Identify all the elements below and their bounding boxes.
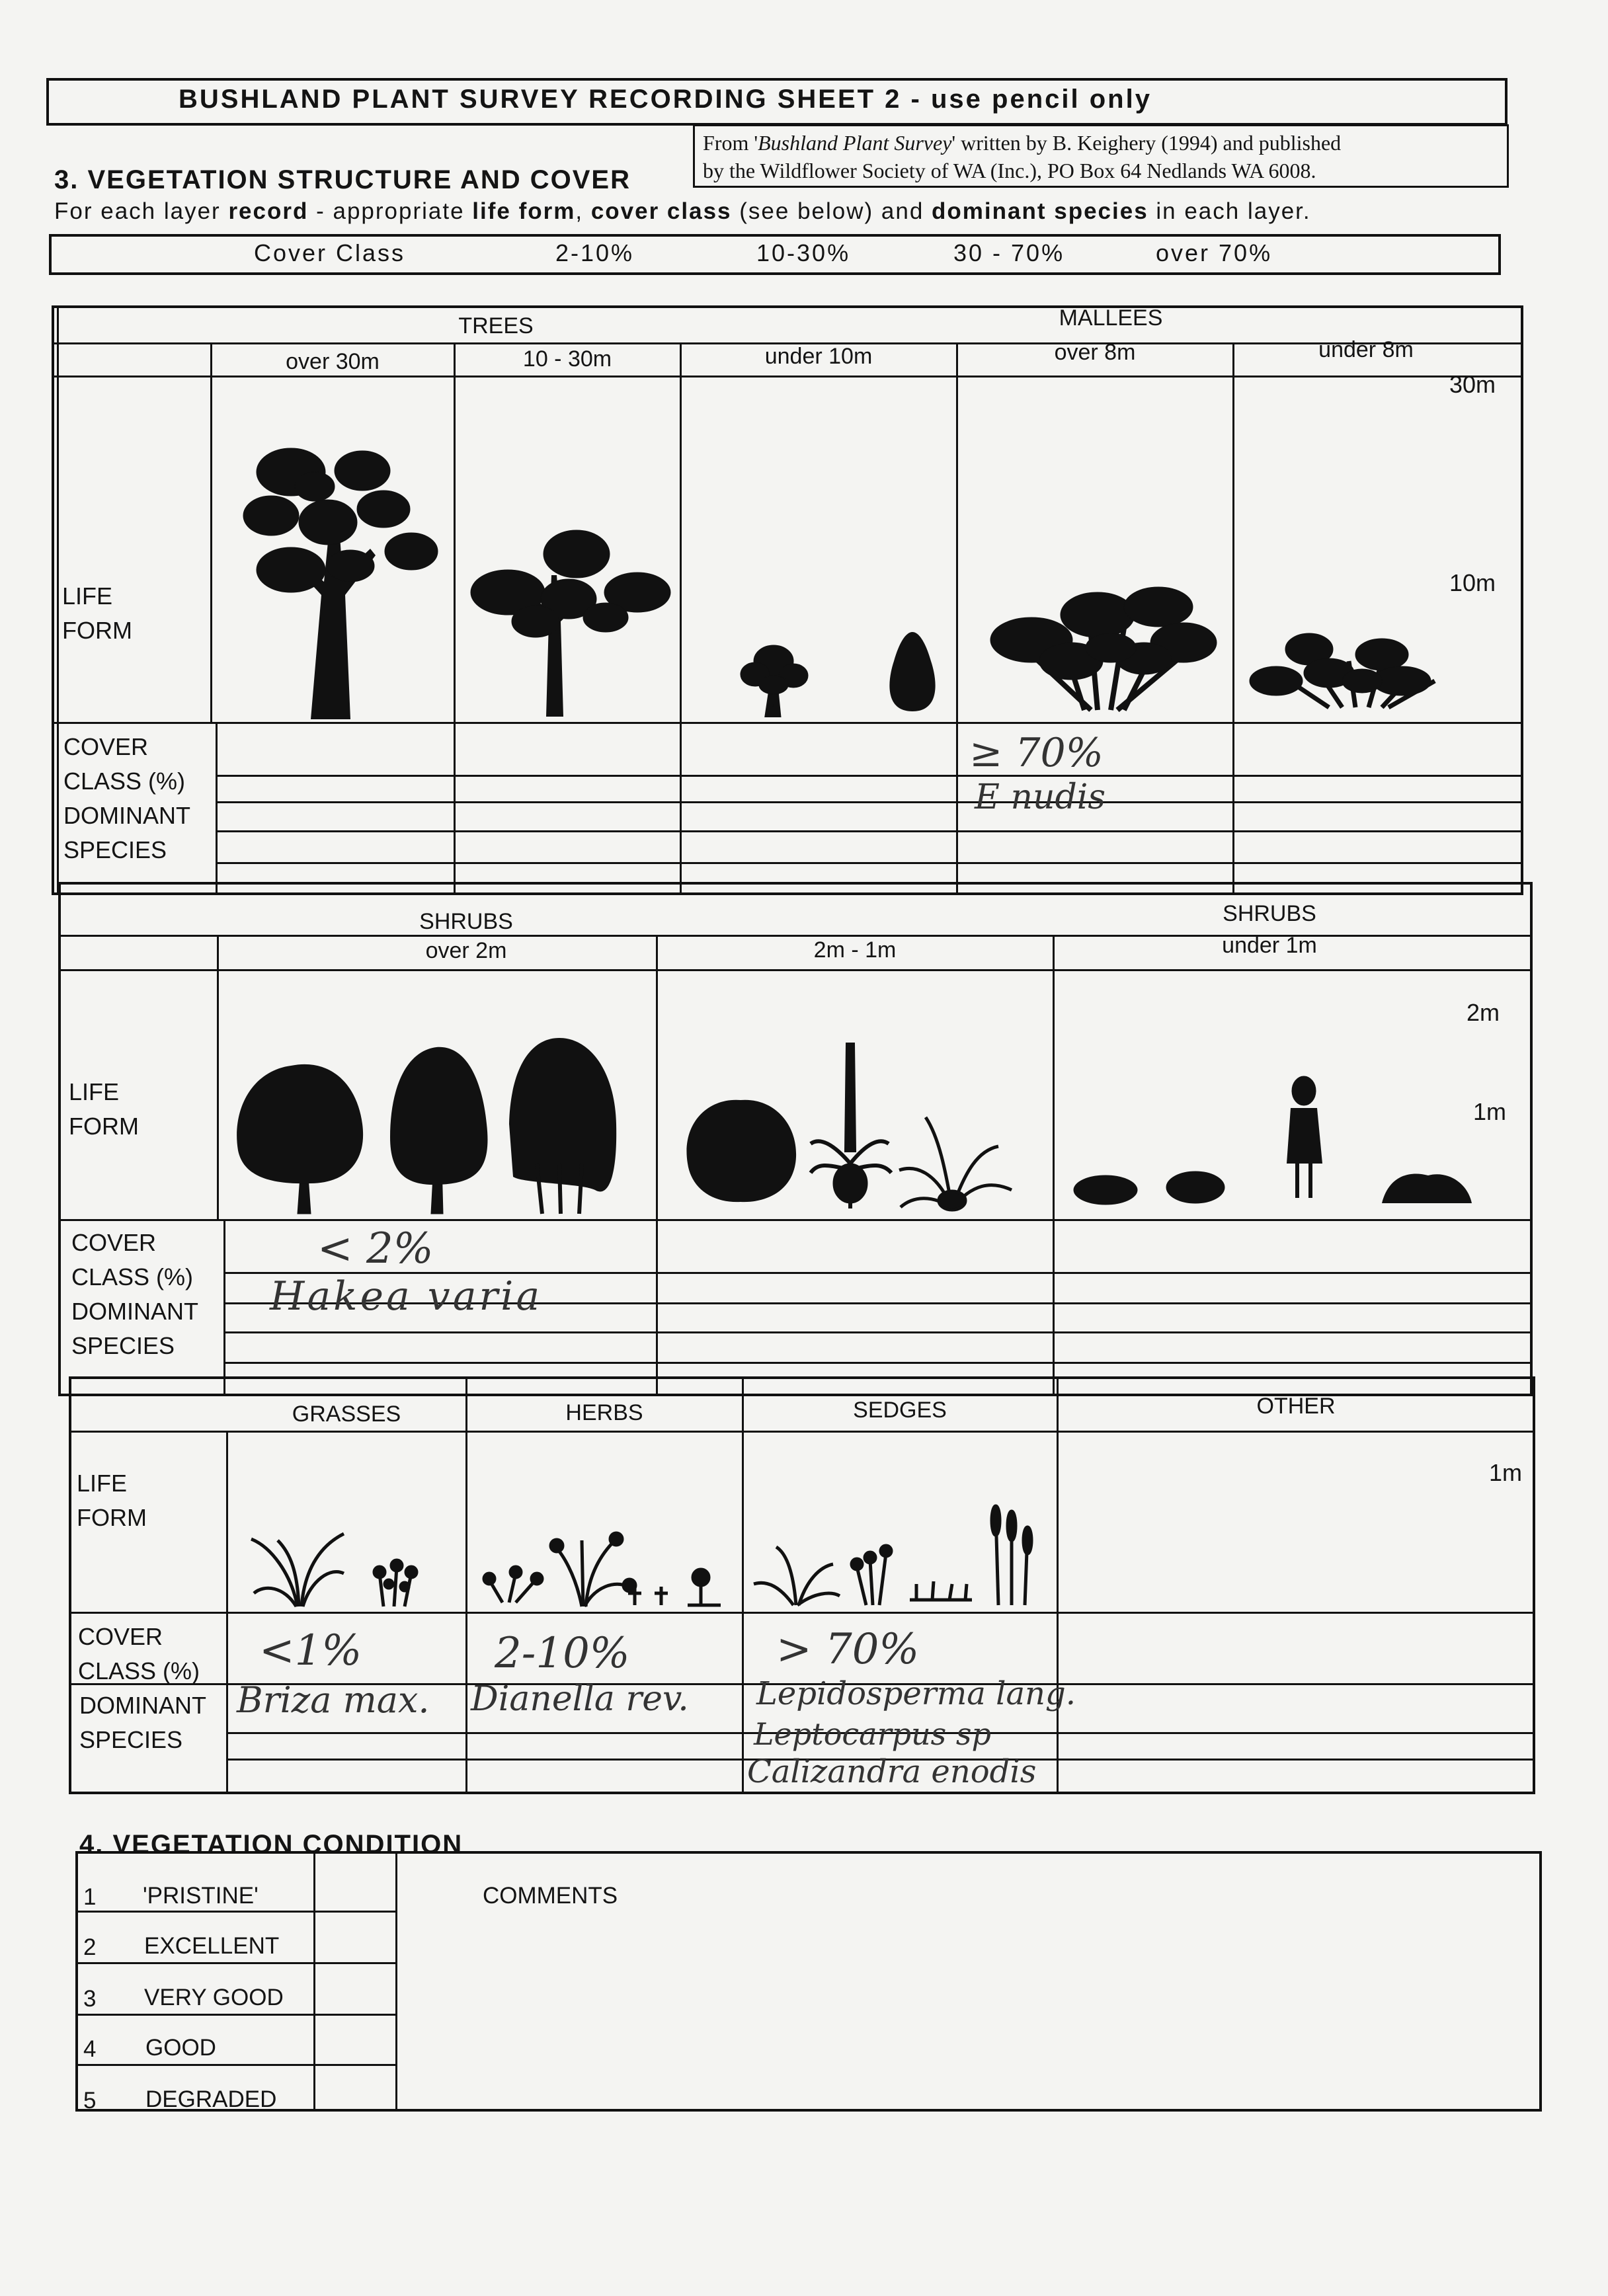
conifer-tree-icon [889, 632, 935, 711]
cover-class-value: 10-30% [756, 239, 851, 266]
label-line: SPECIES [79, 1726, 183, 1753]
label-line: FORM [69, 1113, 139, 1140]
label-line: DOMINANT [71, 1298, 198, 1325]
trees-header: TREES [458, 313, 534, 338]
height-marker-1m: 1m [1489, 1459, 1523, 1486]
source-prefix: From ' [703, 131, 758, 155]
source-suffix: ' written by B. Keighery (1994) and published [951, 131, 1342, 155]
cover-class-label: Cover Class [254, 239, 406, 266]
handwritten-sedges-species: Lepidosperma lang. [756, 1675, 1076, 1712]
column-header-trees-under-10m: under 10m [764, 344, 873, 369]
label-line: DOMINANT [79, 1692, 206, 1719]
handwritten-sedges-cover: > 70% [776, 1625, 920, 1674]
cover-class-value: over 70% [1156, 239, 1273, 266]
height-marker-1m: 1m [1473, 1098, 1507, 1125]
condition-number: 4 [83, 2036, 97, 2062]
handwritten-herbs-species: Dianella rev. [471, 1679, 689, 1719]
shrubs-2m-1m-header: 2m - 1m [813, 937, 897, 963]
mallees-header: MALLEES [1059, 305, 1163, 331]
height-marker-2m: 2m [1467, 999, 1500, 1026]
header-line: SHRUBS [419, 909, 513, 934]
column-header-sedges: SEDGES [853, 1398, 947, 1423]
mallee-tall-icon [990, 587, 1217, 710]
condition-number: 5 [83, 2088, 97, 2114]
condition-very-good: VERY GOOD [144, 1985, 284, 2010]
height-marker-30m: 30m [1449, 371, 1496, 398]
height-marker-10m: 10m [1449, 569, 1496, 596]
section-3-title: 3. VEGETATION STRUCTURE AND COVER [54, 165, 631, 194]
label-line: CLASS (%) [63, 768, 186, 795]
condition-pristine: 'PRISTINE' [143, 1883, 259, 1909]
medium-shrub-icon [686, 1100, 796, 1202]
comments-label: COMMENTS [483, 1883, 618, 1909]
sedge-icon [754, 1506, 1031, 1605]
label-line: SPECIES [71, 1332, 175, 1359]
section-4-title: 4. VEGETATION CONDITION [79, 1830, 463, 1859]
column-header-mallees-under-8m: under 8m [1318, 337, 1414, 362]
header-line: SHRUBS [1223, 901, 1316, 926]
cover-class-value: 2-10% [555, 239, 635, 266]
sheet-title: BUSHLAND PLANT SURVEY RECORDING SHEET 2 - use pencil only [179, 85, 1152, 114]
label-line: FORM [62, 617, 132, 644]
label-line: SPECIES [63, 836, 167, 863]
handwritten-grasses-species: Briza max. [237, 1679, 430, 1721]
condition-number: 3 [83, 1986, 97, 2012]
label-line: COVER [63, 733, 149, 760]
handwritten-mallee-species: E nudis [975, 777, 1106, 817]
herb-icon [484, 1533, 721, 1606]
column-header-grasses: GRASSES [292, 1402, 401, 1427]
label-line: COVER [71, 1229, 157, 1256]
label-line: CLASS (%) [78, 1657, 200, 1684]
human-scale-icon [1287, 1076, 1322, 1198]
label-line: LIFE [77, 1470, 128, 1497]
instr-bold: life form [472, 198, 576, 224]
instr-part: (see below) and [731, 198, 932, 224]
condition-good: GOOD [145, 2035, 216, 2061]
header-line: over 2m [425, 938, 507, 963]
medium-tree-icon [471, 530, 670, 717]
label-line: COVER [78, 1623, 163, 1650]
label-line: LIFE [69, 1078, 120, 1105]
source-book-title: Bushland Plant Survey [758, 131, 952, 155]
column-header-herbs: HERBS [565, 1400, 643, 1425]
condition-excellent: EXCELLENT [144, 1933, 280, 1959]
instr-bold: record [228, 198, 309, 224]
handwritten-mallee-cover: ≥ 70% [969, 730, 1104, 776]
column-header-trees-10-30m: 10 - 30m [522, 346, 612, 372]
instr-bold: dominant species [932, 198, 1148, 224]
instr-bold: cover class [590, 198, 732, 224]
column-header-trees-over-30m: over 30m [286, 349, 380, 374]
grass-icon [251, 1534, 417, 1606]
handwritten-herbs-cover: 2-10% [495, 1629, 630, 1678]
label-line: FORM [77, 1504, 147, 1531]
instr-part: , [575, 198, 591, 224]
instr-part: in each layer. [1148, 198, 1311, 224]
handwritten-shrub-cover: < 2% [317, 1224, 434, 1273]
label-line: DOMINANT [63, 802, 190, 829]
column-header-mallees-over-8m: over 8m [1054, 340, 1136, 365]
cover-class-value: 30 - 70% [953, 239, 1065, 266]
header-line: under 1m [1222, 933, 1317, 958]
column-header-other: OTHER [1256, 1394, 1336, 1419]
condition-number: 1 [83, 1884, 97, 1910]
instr-part: For each layer [54, 198, 229, 224]
handwritten-grasses-cover: <1% [259, 1626, 362, 1675]
instr-part: - appropriate [308, 198, 473, 224]
large-shrub-icon [237, 1038, 616, 1214]
handwritten-shrub-species: Hakea varia [270, 1273, 543, 1320]
handwritten-sedges-species: Calizandra enodis [747, 1753, 1037, 1790]
label-line: CLASS (%) [71, 1263, 194, 1290]
grass-tree-icon [811, 1045, 891, 1208]
condition-number: 2 [83, 1934, 97, 1960]
cycad-icon [899, 1117, 1012, 1210]
label-line: LIFE [62, 582, 113, 610]
low-shrub-icon [1074, 1171, 1472, 1205]
tall-tree-icon [243, 448, 438, 719]
source-address: by the Wildflower Society of WA (Inc.), PO Box 64 Nedlands WA 6008. [703, 159, 1316, 182]
handwritten-sedges-species: Leptocarpus sp [754, 1716, 991, 1752]
condition-degraded: DEGRADED [145, 2086, 277, 2112]
mallee-short-icon [1250, 633, 1435, 707]
small-tree-icon [741, 645, 808, 714]
